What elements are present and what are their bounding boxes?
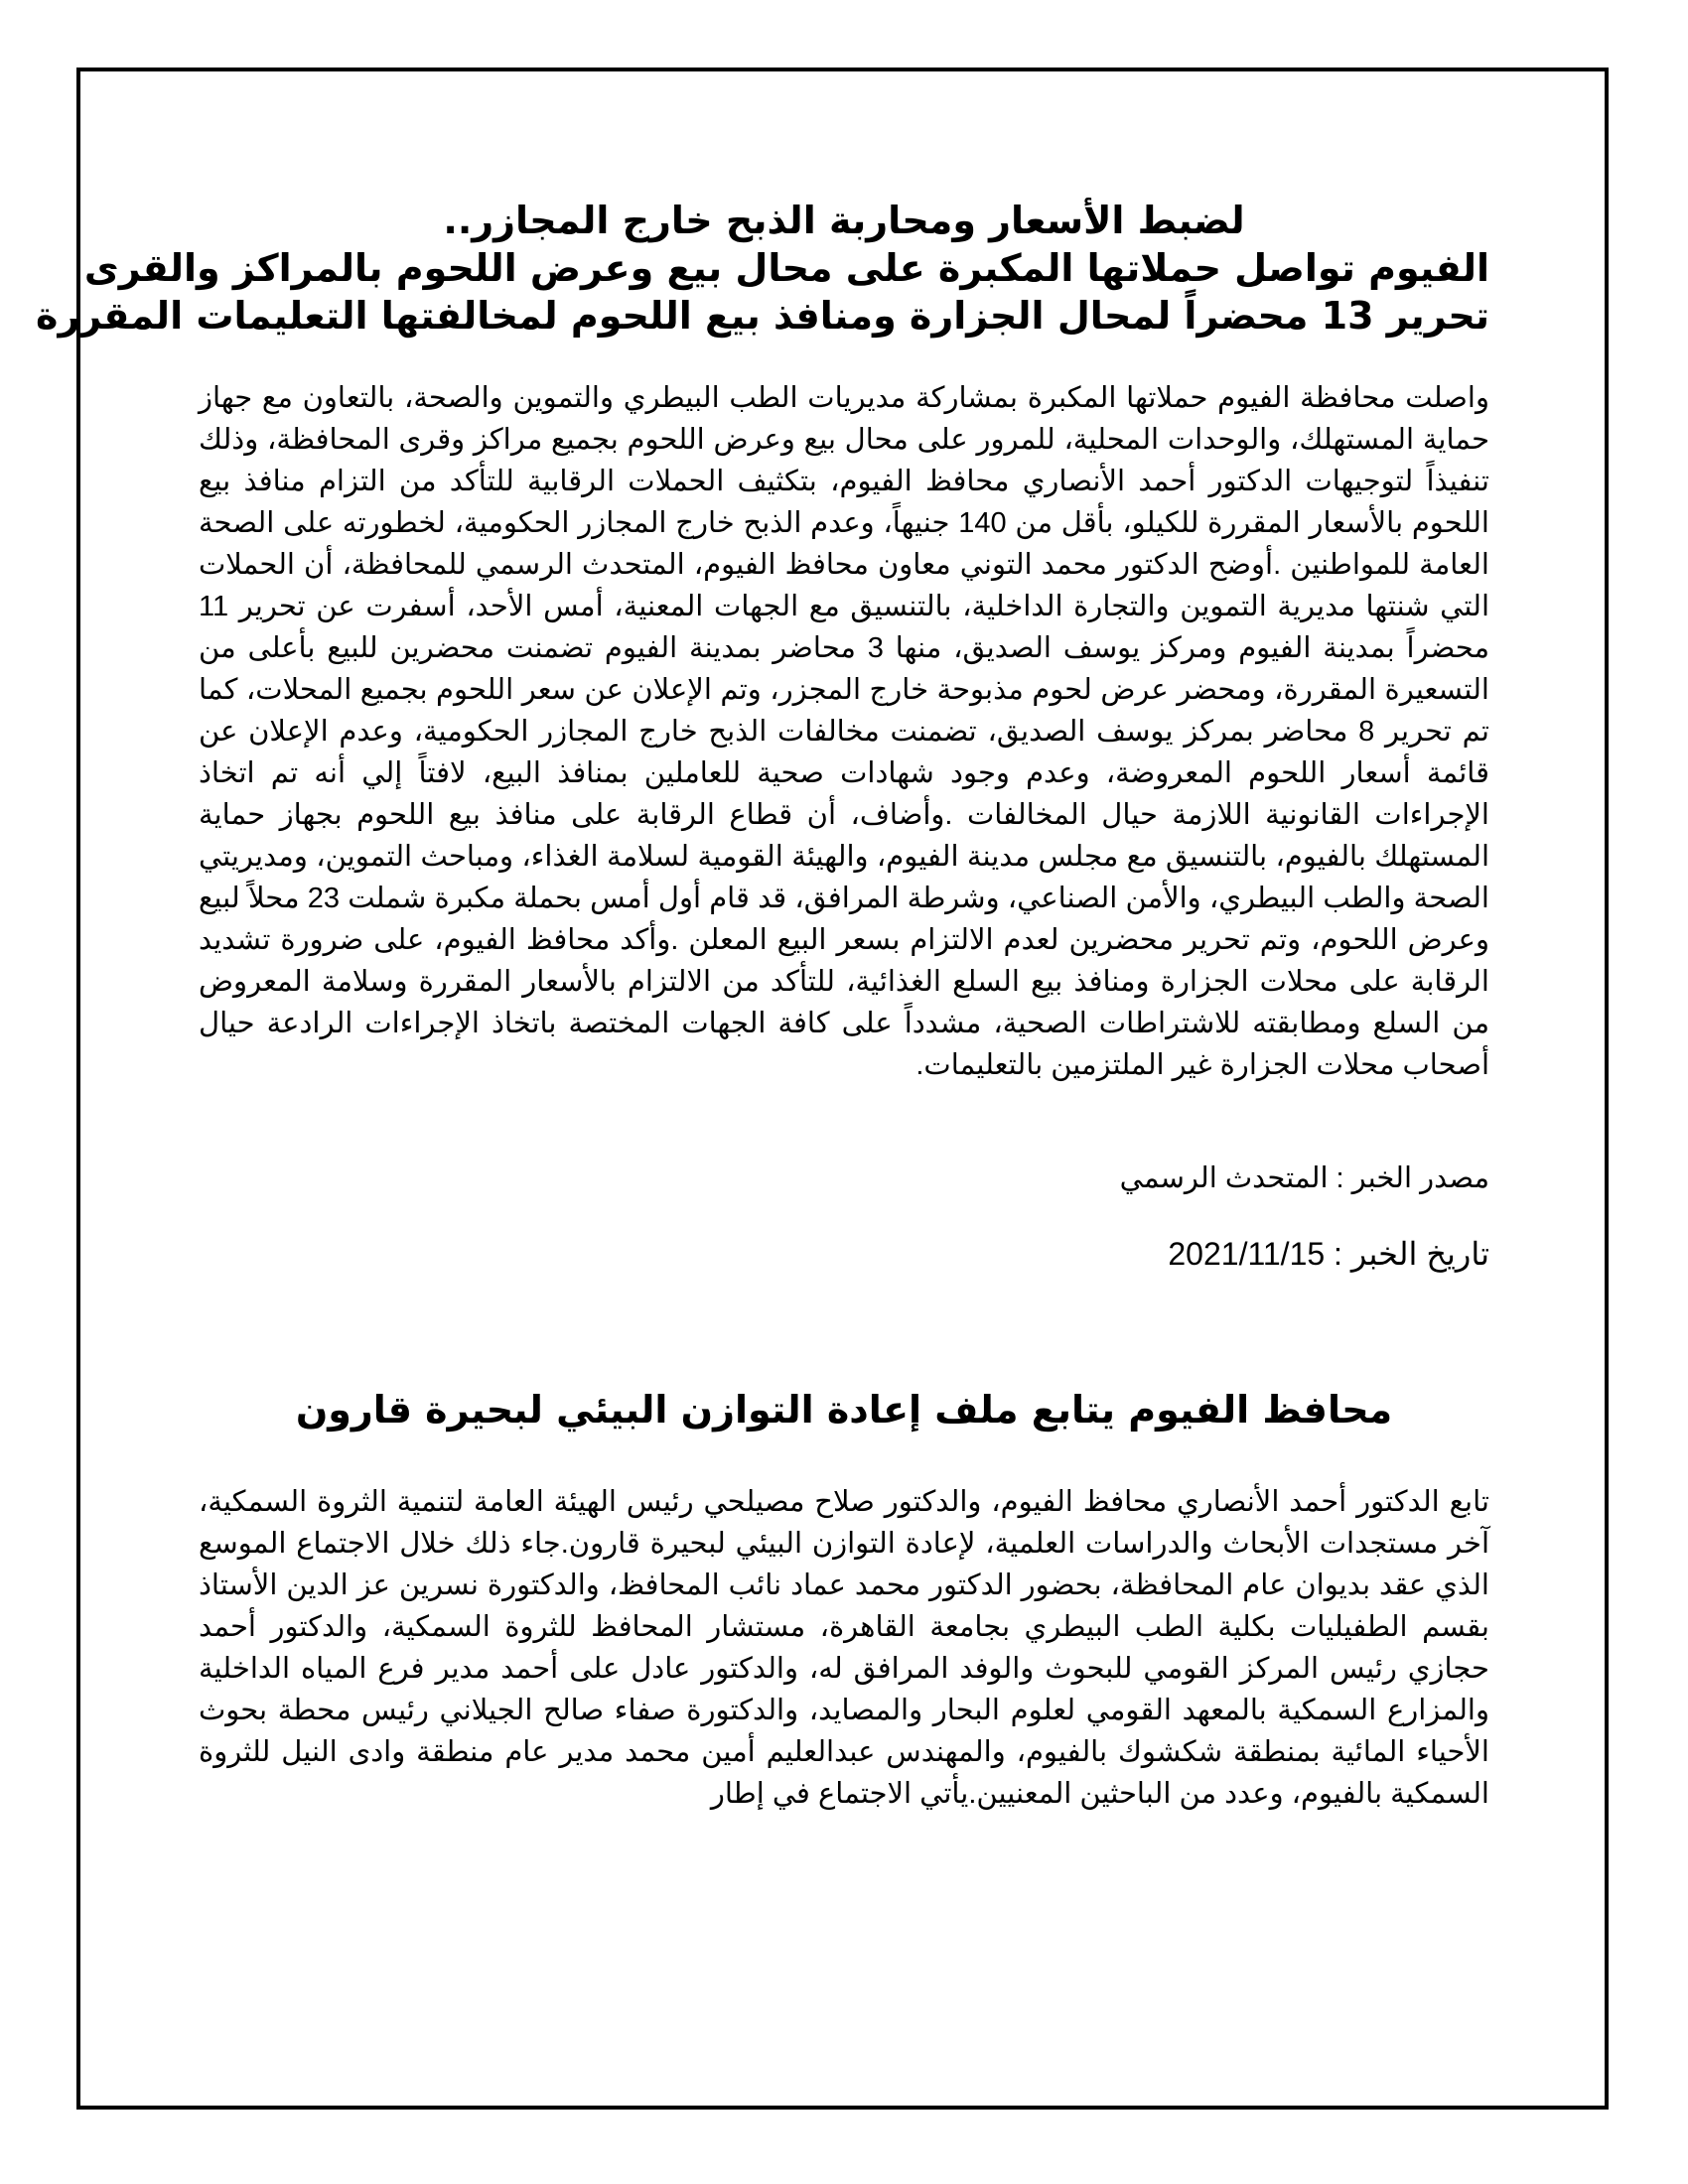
article-1-headline-line-2: الفيوم تواصل حملاتها المكبرة على محال بيع وعرض اللحوم بالمراكز والقرى: [83, 246, 1489, 290]
article-2-body: تابع الدكتور أحمد الأنصاري محافظ الفيوم، والدكتور صلاح مصيلحي رئيس الهيئة العامة لتنمية الثروة السمكية، آخر مستجدات الأبحاث والدراسات العلمية، لإعادة التوازن البيئي لبحيرة قارون.جاء ذلك خلال الاجتماع الموسع الذي عقد بديوان عام المحافظة، بحضور الدكتور محمد عماد نائب المحافظ، والدكتورة نسرين عز الدين الأستاذ بقسم الطفيليات بكلية الطب البيطري بجامعة القاهرة، مستشار المحافظ للثروة السمكية، والدكتور أحمد حجازي رئيس المركز القومي للبحوث والوفد المرافق له، والدكتور عادل على أحمد مدير فرع المياه الداخلية والمزارع السمكية بالمعهد القومي لعلوم البحار والمصايد، والدكتورة صفاء صالح الجيلاني رئيس محطة بحوث الأحياء المائية بمنطقة شكشوك بالفيوم، والمهندس عبدالعليم أمين محمد مدير عام منطقة وادى النيل للثروة السمكية بالفيوم، وعدد من الباحثين المعنيين.يأتي الاجتماع في إطار: [199, 1486, 1489, 1810]
article-1-headline: [36, 197, 1489, 340]
news-date: تاريخ الخبر : 2021/11/15: [1168, 1236, 1489, 1272]
document-content: [36, 197, 1489, 1815]
article-1-headline-line-1: لضبط الأسعار ومحاربة الذبح خارج المجازر..: [443, 199, 1245, 242]
article-1-headline-line-3: تحرير 13 محضراً لمحال الجزارة ومنافذ بيع اللحوم لمخالفتها التعليمات المقررة: [36, 294, 1489, 338]
article-1-meta: [199, 1158, 1489, 1275]
article-1-body: واصلت محافظة الفيوم حملاتها المكبرة بمشاركة مديريات الطب البيطري والتموين والصحة، بالتعاون مع جهاز حماية المستهلك، والوحدات المحلية، للمرور على محال بيع وعرض اللحوم بجميع مراكز وقرى المحافظة، وذلك تنفيذاً لتوجيهات الدكتور أحمد الأنصاري محافظ الفيوم، بتكثيف الحملات الرقابية للتأكد من التزام منافذ بيع اللحوم بالأسعار المقررة للكيلو، بأقل من 140 جنيهاً، وعدم الذبح خارج المجازر الحكومية، لخطورته على الصحة العامة للمواطنين .أوضح الدكتور محمد التوني معاون محافظ الفيوم، المتحدث الرسمي للمحافظة، أن الحملات التي شنتها مديرية التموين والتجارة الداخلية، بالتنسيق مع الجهات المعنية، أمس الأحد، أسفرت عن تحرير 11 محضراً بمدينة الفيوم ومركز يوسف الصديق، منها 3 محاضر بمدينة الفيوم تضمنت محضرين للبيع بأعلى من التسعيرة المقررة، ومحضر عرض لحوم مذبوحة خارج المجزر، وتم الإعلان عن سعر اللحوم بجميع المحلات، كما تم تحرير 8 محاضر بمركز يوسف الصديق، تضمنت مخالفات الذبح خارج المجازر الحكومية، وعدم الإعلان عن قائمة أسعار اللحوم المعروضة، وعدم وجود شهادات صحية للعاملين بمنافذ البيع، لافتاً إلي أنه تم اتخاذ الإجراءات القانونية اللازمة حيال المخالفات .وأضاف، أن قطاع الرقابة على منافذ بيع اللحوم بجهاز حماية المستهلك بالفيوم، بالتنسيق مع مجلس مدينة الفيوم، والهيئة القومية لسلامة الغذاء، ومباحث التموين، ومديريتي الصحة والطب البيطري، والأمن الصناعي، وشرطة المرافق، قد قام أول أمس بحملة مكبرة شملت 23 محلاً لبيع وعرض اللحوم، وتم تحرير محضرين لعدم الالتزام بسعر البيع المعلن .وأكد محافظ الفيوم، على ضرورة تشديد الرقابة على محلات الجزارة ومنافذ بيع السلع الغذائية، للتأكد من الالتزام بالأسعار المقررة وسلامة المعروض من السلع ومطابقته للاشتراطات الصحية، مشدداً على كافة الجهات المختصة باتخاذ الإجراءات الرادعة حيال أصحاب محلات الجزارة غير الملتزمين بالتعليمات.: [199, 382, 1489, 1081]
news-source: مصدر الخبر : المتحدث الرسمي: [1119, 1162, 1489, 1194]
article-2-headline: محافظ الفيوم يتابع ملف إعادة التوازن البيئي لبحيرة قارون: [295, 1388, 1393, 1432]
